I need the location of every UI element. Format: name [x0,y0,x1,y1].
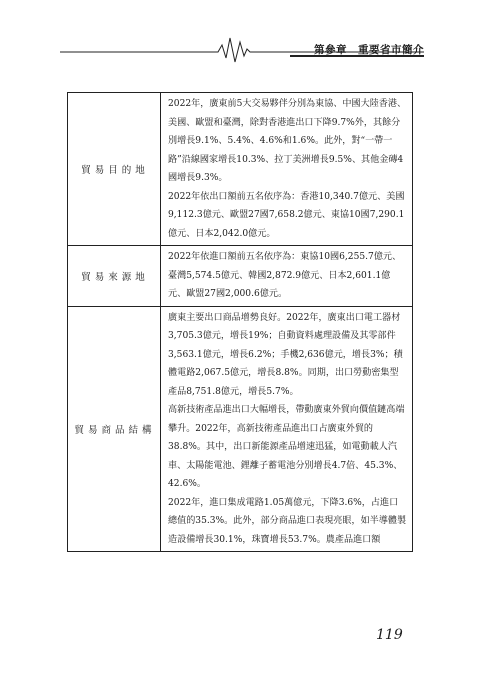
row-label: 貿易商品結構 [68,306,161,552]
row-content [161,246,413,307]
paragraph: 高新技術產品進出口大幅增長，帶動廣東外貿向價值鏈高端攀升。2022年，高新技術產品進出口占廣東外貿的38.8%。其中，出口新能源產品增速迅猛，如電動載人汽車、太陽能電池、鋰離子蓄電池分別增長4.7倍、45.3%、42.6%。 [168,405,405,489]
table-row [68,93,413,246]
chapter-title: 第參章 重要省市簡介 [314,44,424,56]
paragraph: 廣東主要出口商品增勢良好。2022年，廣東出口電工器材3,705.3億元，增長19%；自動資料處理設備及其零部件3,563.1億元，增長6.2%；手機2,636億元，增長3%；積體電路2,067.5億元，增長8.8%。同期，出口勞動密集型產品8,751.8億元，增長5.7%。 [168,312,403,397]
paragraph: 2022年，進口集成電路1.05萬億元，下降3.6%，占進口總值的35.3%。此外，部分商品進口表現亮眼，如半導體製造設備增長30.1%，珠寶增長53.7%。農產品進口額 [168,497,407,545]
row-content [161,306,413,552]
running-header [60,32,424,66]
row-label: 貿易目的地 [68,93,161,246]
paragraph: 2022年依出口額前五名依序為：香港10,340.7億元、美國9,112.3億元、歐盟27國7,658.2億元、東協10國7,290.1億元、日本2,042.0億元。 [168,191,405,239]
trade-info-table [67,92,413,552]
table-row [68,246,413,307]
row-content [161,93,413,246]
paragraph: 2022年，廣東前5大交易夥伴分別為東協、中國大陸香港、美國、歐盟和臺灣，除對香港進出口下降9.7%外，其餘分別增長9.1%、5.4%、4.6%和1.6%。此外，對“一帶一路”沿線國家增長10.3%、拉丁美洲增長9.5%、其他金磚4國增長9.3%。 [168,99,407,183]
table-row [68,306,413,552]
page-number: 119 [376,627,403,643]
row-label: 貿易來源地 [68,246,161,307]
paragraph: 2022年依進口額前五名依序為：東協10國6,255.7億元、臺灣5,574.5億元、韓國2,872.9億元、日本2,601.1億元、歐盟27國2,000.6億元。 [168,252,402,299]
